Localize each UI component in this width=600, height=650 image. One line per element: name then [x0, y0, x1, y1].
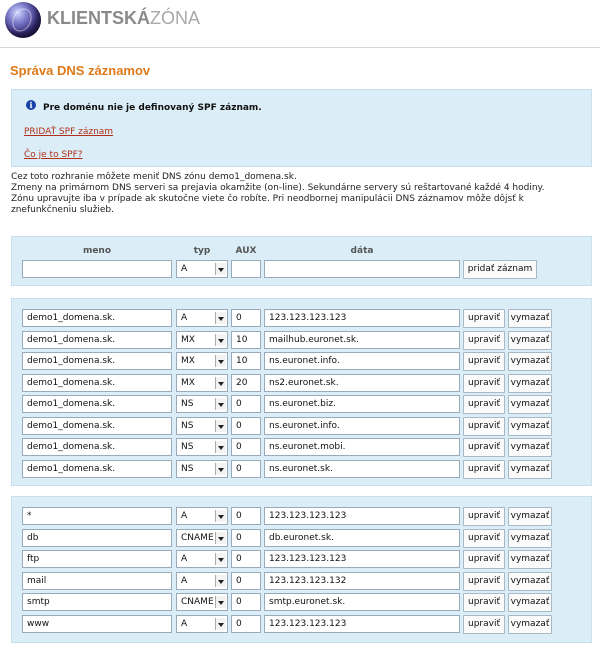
chevron-down-icon [215, 334, 226, 346]
delete-button[interactable]: vymazať [508, 550, 552, 569]
table-row [12, 529, 591, 549]
table-row [12, 460, 591, 480]
record-aux-input[interactable]: 0 [231, 550, 261, 568]
chevron-down-icon [215, 553, 226, 565]
globe-logo-icon [5, 2, 41, 38]
description-line: Zónu upravujte iba v prípade ak skutočne viete čo robíte. Pri neodbornej manipulácii DNS záznamov môže dôjsť k znefunkčneniu služieb. [11, 194, 524, 215]
edit-button[interactable]: upraviť [463, 593, 505, 612]
table-row [12, 395, 591, 415]
edit-button[interactable]: upraviť [463, 507, 505, 526]
delete-button[interactable]: vymazať [508, 593, 552, 612]
record-aux-input[interactable]: 0 [231, 417, 261, 435]
record-data-input[interactable]: ns2.euronet.sk. [264, 374, 460, 392]
record-type-value: A [181, 511, 188, 521]
record-type-value: NS [181, 399, 194, 409]
edit-button[interactable]: upraviť [463, 529, 505, 548]
table-row [12, 615, 591, 635]
record-data-input[interactable]: 123.123.123.132 [264, 572, 460, 590]
edit-button[interactable]: upraviť [463, 550, 505, 569]
spf-notice [11, 89, 592, 167]
record-type-select[interactable] [176, 309, 228, 327]
add-record-button[interactable]: pridať záznam [463, 260, 537, 279]
record-name-input[interactable]: demo1_domena.sk. [22, 331, 172, 349]
delete-button[interactable]: vymazať [508, 615, 552, 634]
chevron-down-icon [215, 441, 226, 453]
record-data-input[interactable]: ns.euronet.mobi. [264, 438, 460, 456]
delete-button[interactable]: vymazať [508, 331, 552, 350]
edit-button[interactable]: upraviť [463, 352, 505, 371]
description-line: Cez toto rozhranie môžete meniť DNS zónu demo1_domena.sk. [11, 172, 297, 182]
record-data-input[interactable]: 123.123.123.123 [264, 550, 460, 568]
chevron-down-icon [215, 463, 226, 475]
record-name-input[interactable]: smtp [22, 593, 172, 611]
record-aux-input[interactable]: 0 [231, 572, 261, 590]
chevron-down-icon [215, 575, 226, 587]
record-name-input[interactable]: mail [22, 572, 172, 590]
record-name-input[interactable]: demo1_domena.sk. [22, 395, 172, 413]
table-row [12, 593, 591, 613]
chevron-down-icon [215, 420, 226, 432]
new-record-panel [11, 236, 592, 286]
record-type-select[interactable] [176, 572, 228, 590]
record-aux-input[interactable]: 20 [231, 374, 261, 392]
record-data-input[interactable]: ns.euronet.info. [264, 352, 460, 370]
record-aux-input[interactable]: 0 [231, 309, 261, 327]
table-row [12, 438, 591, 458]
edit-button[interactable]: upraviť [463, 572, 505, 591]
record-type-value: A [181, 575, 188, 586]
delete-button[interactable]: vymazať [508, 309, 552, 328]
edit-button[interactable]: upraviť [463, 417, 505, 436]
record-name-input[interactable]: demo1_domena.sk. [22, 460, 172, 478]
edit-button[interactable]: upraviť [463, 438, 505, 457]
table-row [12, 550, 591, 570]
record-type-select[interactable] [176, 352, 228, 370]
chevron-down-icon [215, 377, 226, 389]
record-type-value: NS [181, 420, 194, 431]
record-aux-input[interactable]: 10 [231, 331, 261, 349]
host-records-panel [11, 496, 592, 643]
description-line: Zmeny na primárnom DNS serveri sa prejavia okamžite (on-line). Sekundárne servery sú reštartované každé 4 hodiny. [11, 183, 545, 193]
record-name-input[interactable]: www [22, 615, 172, 633]
logo-text-light: ZÓNA [150, 8, 201, 28]
record-data-input[interactable]: 123.123.123.123 [264, 615, 460, 633]
delete-button[interactable]: vymazať [508, 507, 552, 526]
record-aux-input[interactable]: 0 [231, 593, 261, 611]
record-type-select[interactable] [176, 374, 228, 392]
table-row [12, 374, 591, 394]
page-header [0, 0, 600, 48]
record-name-input[interactable]: demo1_domena.sk. [22, 309, 172, 327]
spf-notice-message: Pre doménu nie je definovaný SPF záznam. [43, 103, 262, 113]
logo-text-bold: KLIENTSKÁ [47, 8, 150, 28]
header-name: meno [82, 246, 112, 256]
chevron-down-icon [215, 263, 226, 275]
record-data-input[interactable]: ns.euronet.info. [264, 417, 460, 435]
delete-button[interactable]: vymazať [508, 374, 552, 393]
table-row [12, 417, 591, 437]
record-type-select[interactable] [176, 417, 228, 435]
record-type-value: MX [181, 334, 195, 345]
record-type-value: CNAME [181, 597, 214, 608]
record-type-value: MX [181, 356, 195, 366]
chevron-down-icon [215, 312, 226, 324]
record-type-select[interactable] [176, 593, 228, 611]
edit-button[interactable]: upraviť [463, 395, 505, 414]
record-type-value: A [181, 313, 188, 323]
edit-button[interactable]: upraviť [463, 615, 505, 634]
record-name-input[interactable]: * [22, 507, 172, 525]
delete-button[interactable]: vymazať [508, 438, 552, 457]
record-type-value: MX [181, 377, 195, 388]
logo-text [47, 8, 200, 29]
record-type-value: A [181, 619, 188, 629]
record-name-input[interactable]: db [22, 529, 172, 547]
delete-button[interactable]: vymazať [508, 460, 552, 479]
record-name-input[interactable]: demo1_domena.sk. [22, 438, 172, 456]
record-data-input[interactable]: ns.euronet.biz. [264, 395, 460, 413]
chevron-down-icon [215, 618, 226, 630]
new-type-value: A [181, 264, 188, 274]
record-type-select[interactable] [176, 550, 228, 568]
record-aux-input[interactable]: 0 [231, 615, 261, 633]
chevron-down-icon [215, 398, 226, 410]
record-aux-input[interactable]: 0 [231, 507, 261, 525]
record-name-input[interactable]: demo1_domena.sk. [22, 352, 172, 370]
record-name-input[interactable]: demo1_domena.sk. [22, 374, 172, 392]
record-aux-input[interactable]: 10 [231, 352, 261, 370]
record-type-select[interactable] [176, 507, 228, 525]
record-aux-input[interactable]: 0 [231, 529, 261, 547]
record-data-input[interactable]: db.euronet.sk. [264, 529, 460, 547]
table-row [12, 507, 591, 527]
record-name-input[interactable]: ftp [22, 550, 172, 568]
header-data: dáta [350, 246, 374, 256]
domain-records-panel [11, 298, 592, 486]
delete-button[interactable]: vymazať [508, 352, 552, 371]
edit-button[interactable]: upraviť [463, 460, 505, 479]
record-data-input[interactable]: ns.euronet.sk. [264, 460, 460, 478]
record-type-select[interactable] [176, 529, 228, 547]
edit-button[interactable]: upraviť [463, 331, 505, 350]
record-data-input[interactable]: smtp.euronet.sk. [264, 593, 460, 611]
table-row [12, 309, 591, 329]
record-type-select[interactable] [176, 615, 228, 633]
table-row [12, 352, 591, 372]
record-data-input[interactable]: mailhub.euronet.sk. [264, 331, 460, 349]
info-icon: i [26, 100, 36, 110]
delete-button[interactable]: vymazať [508, 529, 552, 548]
what-is-spf-link[interactable]: Čo je to SPF? [24, 150, 83, 160]
record-data-input[interactable]: 123.123.123.123 [264, 507, 460, 525]
delete-button[interactable]: vymazať [508, 572, 552, 591]
record-type-value: A [181, 554, 188, 565]
record-aux-input[interactable]: 0 [231, 438, 261, 456]
table-row [12, 331, 591, 351]
record-type-select[interactable] [176, 438, 228, 456]
new-type-select[interactable] [176, 260, 228, 278]
record-aux-input[interactable]: 0 [231, 460, 261, 478]
chevron-down-icon [215, 355, 226, 367]
record-type-value: NS [181, 442, 194, 452]
chevron-down-icon [215, 532, 226, 544]
record-type-value: CNAME [181, 532, 214, 543]
record-type-select[interactable] [176, 460, 228, 478]
delete-button[interactable]: vymazať [508, 417, 552, 436]
add-spf-link[interactable]: PRIDAŤ SPF záznam [24, 127, 114, 137]
edit-button[interactable]: upraviť [463, 374, 505, 393]
delete-button[interactable]: vymazať [508, 395, 552, 414]
record-type-select[interactable] [176, 331, 228, 349]
record-data-input[interactable]: 123.123.123.123 [264, 309, 460, 327]
record-name-input[interactable]: demo1_domena.sk. [22, 417, 172, 435]
header-type: typ [193, 246, 211, 256]
edit-button[interactable]: upraviť [463, 309, 505, 328]
record-aux-input[interactable]: 0 [231, 395, 261, 413]
new-aux-input[interactable] [231, 260, 261, 278]
table-row [12, 572, 591, 592]
chevron-down-icon [215, 596, 226, 608]
chevron-down-icon [215, 510, 226, 522]
new-data-input[interactable] [264, 260, 460, 278]
description [11, 172, 591, 216]
header-aux: AUX [235, 246, 257, 256]
page-title: Správa DNS záznamov [10, 63, 151, 78]
record-type-select[interactable] [176, 395, 228, 413]
new-name-input[interactable] [22, 260, 172, 278]
record-type-value: NS [181, 463, 194, 474]
